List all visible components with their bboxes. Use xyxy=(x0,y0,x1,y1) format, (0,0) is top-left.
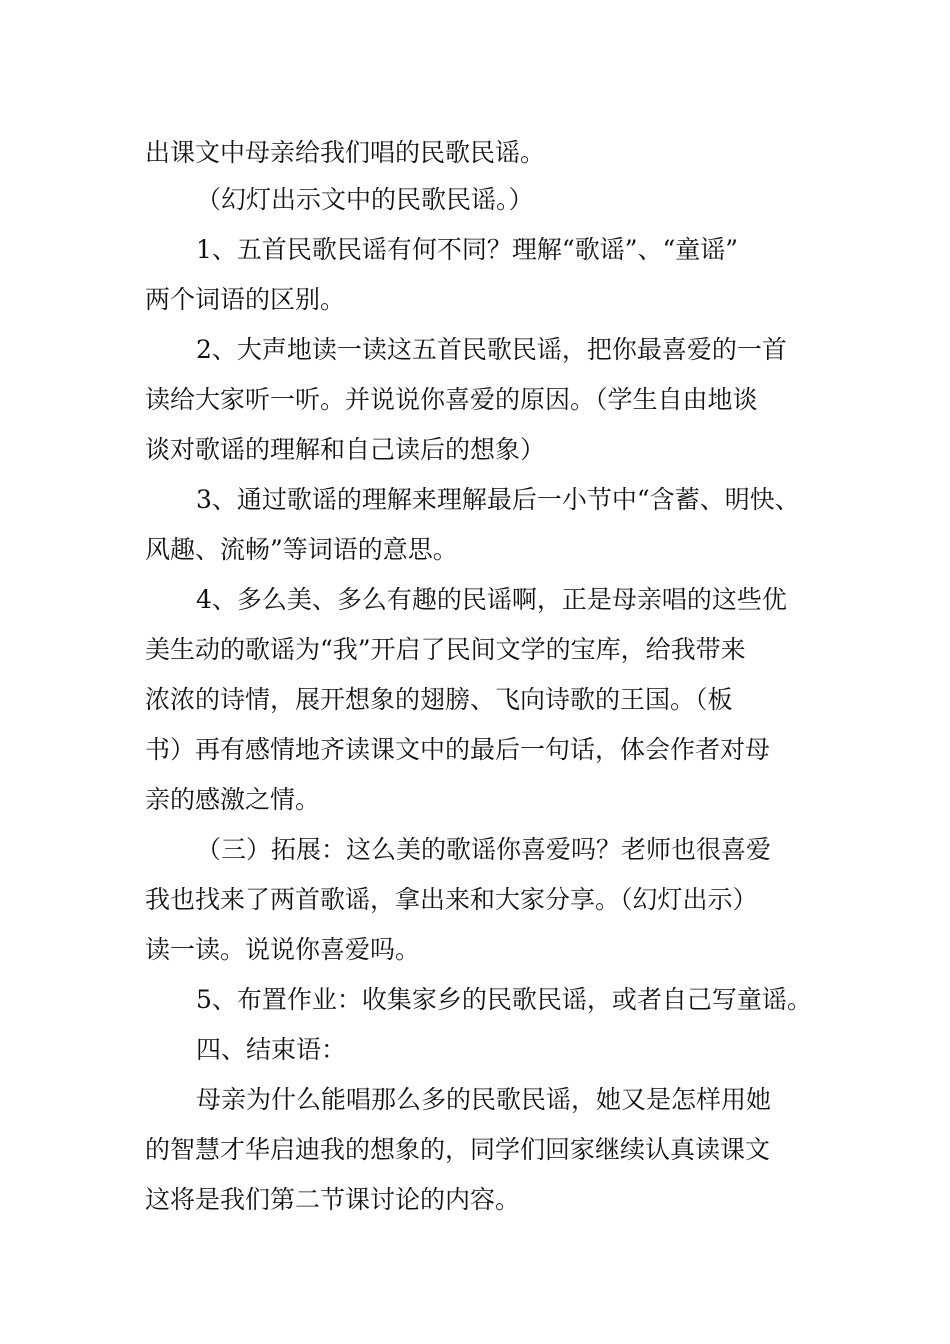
text-line: 浓浓的诗情，展开想象的翅膀、飞向诗歌的王国。（板 xyxy=(145,685,733,714)
text-line: 母亲为什么能唱那么多的民歌民谣，她又是怎样用她 xyxy=(196,1085,772,1114)
text-line: （幻灯出示文中的民歌民谣。） xyxy=(196,185,534,214)
text-line: 4、多么美、多么有趣的民谣啊，正是母亲唱的这些优 xyxy=(196,585,787,614)
text-line: 美生动的歌谣为“我”开启了民间文学的宝库，给我带来 xyxy=(145,635,746,664)
text-line: 1、五首民歌民谣有何不同？理解“歌谣”、“童谣” xyxy=(196,235,739,264)
text-line: 亲的感激之情。 xyxy=(145,785,321,814)
text-line: 读一读。说说你喜爱吗。 xyxy=(145,935,421,964)
text-line: 5、布置作业：收集家乡的民歌民谣，或者自己写童谣。 xyxy=(196,985,812,1014)
text-line: （三）拓展：这么美的歌谣你喜爱吗？老师也很喜爱 xyxy=(196,835,772,864)
text-line: 两个词语的区别。 xyxy=(145,285,346,314)
text-line: 这将是我们第二节课讨论的内容。 xyxy=(145,1185,521,1214)
text-line: 四、结束语： xyxy=(196,1035,347,1064)
text-line: 我也找来了两首歌谣，拿出来和大家分享。（幻灯出示） xyxy=(145,885,758,914)
text-line: 出课文中母亲给我们唱的民歌民谣。 xyxy=(145,138,546,167)
text-line: 的智慧才华启迪我的想象的，同学们回家继续认真读课文 xyxy=(145,1135,771,1164)
text-line: 书）再有感情地齐读课文中的最后一句话，体会作者对母 xyxy=(145,735,771,764)
text-line: 2、大声地读一读这五首民歌民谣，把你最喜爱的一首 xyxy=(196,335,787,364)
text-line: 谈对歌谣的理解和自己读后的想象） xyxy=(145,435,546,464)
text-line: 读给大家听一听。并说说你喜爱的原因。（学生自由地谈 xyxy=(145,385,758,414)
text-line: 风趣、流畅”等词语的意思。 xyxy=(145,535,458,564)
text-line: 3、通过歌谣的理解来理解最后一小节中“含蓄、明快、 xyxy=(196,485,800,514)
